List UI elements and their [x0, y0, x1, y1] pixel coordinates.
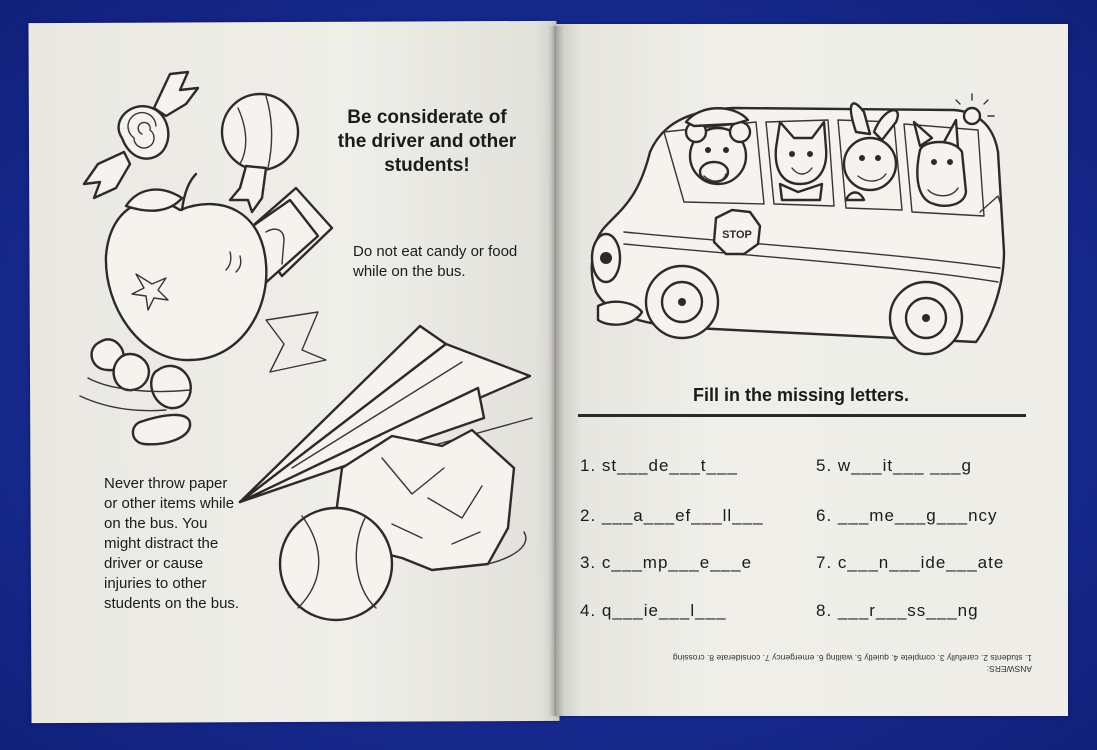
- activity-title: Fill in the missing letters.: [692, 385, 910, 405]
- puzzle-item: 8. ___r___ss___ng: [816, 601, 979, 620]
- puzzle-item: 6. ___me___g___ncy: [816, 506, 998, 525]
- upside-down-answers: [602, 652, 1032, 674]
- baseball-icon: [280, 508, 392, 620]
- bear-character-icon: [686, 108, 750, 184]
- round-candy-icon: [222, 94, 298, 212]
- puzzle-item: 4. q___ie___l___: [580, 601, 727, 620]
- stop-sign-icon: [714, 210, 760, 254]
- wrapped-candy-icon: [84, 72, 198, 198]
- puzzle-item: 3. c___mp___e___e: [580, 553, 753, 572]
- puzzle-item: 2. ___a___ef___ll___: [580, 506, 764, 525]
- puzzle-item: 7. c___n___ide___ate: [816, 553, 1005, 572]
- school-bus-illustration: [584, 92, 1014, 368]
- tip-throw-text: Never throw paper or other items while on the bus. You might distract the driver or cause injuries to other students on the bus.: [104, 475, 240, 612]
- paper-items-illustration: [232, 318, 542, 640]
- answers-label: ANSWERS:: [986, 664, 1032, 674]
- front-wheel-icon: [646, 266, 718, 338]
- divider-line: [578, 414, 1026, 417]
- puzzle-item: 5. w___it___ ___g: [816, 456, 972, 475]
- tip-candy-text: Do not eat candy or food while on the bus.: [353, 243, 518, 280]
- answers-text: 1. students 2. carefully 3. complete 4. quietly 5. waiting 6. emergency 7. considerate 8. crossing: [672, 653, 1032, 663]
- rear-wheel-icon: [890, 282, 962, 354]
- stop-sign-label: STOP: [722, 229, 752, 241]
- book-spine: [548, 26, 564, 716]
- page-heading: Be considerate of the driver and other students!: [337, 107, 517, 176]
- puzzle-item: 1. st___de___t___: [580, 456, 738, 475]
